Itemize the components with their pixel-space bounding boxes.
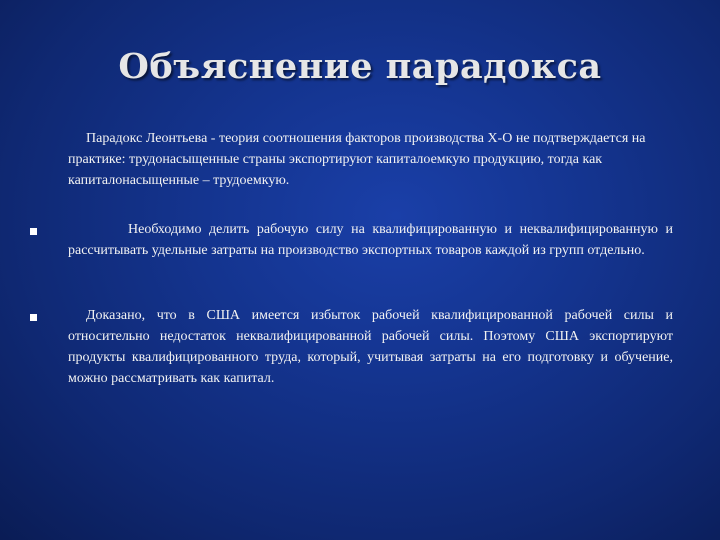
term-leontief-paradox: Парадокс Леонтьева (86, 131, 208, 146)
bullet-item-1 (68, 219, 673, 261)
bullet-item-1-text: Необходимо делить рабочую силу на квалифицированную и неквалифицированную и рассчитывать удельные затраты на производство экспортных товаров каждой из групп отдельно. (68, 222, 673, 258)
bullet-item-2 (68, 305, 673, 389)
paragraph-definition (68, 128, 668, 191)
square-bullet-icon (30, 314, 37, 321)
definition-text: - теория соотношения факторов производства Х-О не подтверждается на практике: трудонасыщенные страны экспортируют капиталоемкую продукцию, тогда как капиталонасыщенные – трудоемкую. (68, 131, 646, 188)
slide-title: Объяснение парадокса (118, 46, 602, 87)
square-bullet-icon (30, 228, 37, 235)
bullet-item-2-text: Доказано, что в США имеется избыток рабочей квалифицированной рабочей силы и относительно недостаток неквалифицированной рабочей силы. Поэтому США экспортируют продукты квалифицированного труда, который, учитывая затраты на его подготовку и обучение, можно рассматривать как капитал. (68, 308, 673, 386)
